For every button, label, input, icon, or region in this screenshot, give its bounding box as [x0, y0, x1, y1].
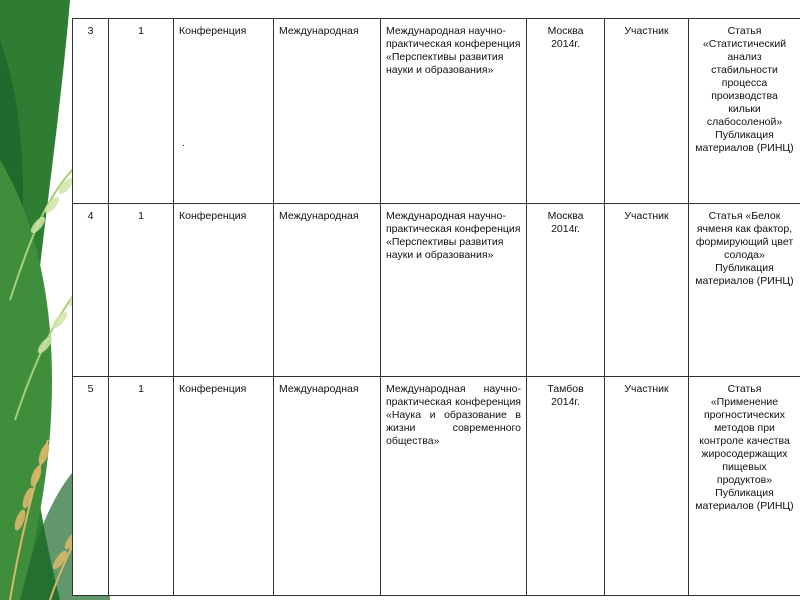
event-type-cell: Конференция: [174, 377, 274, 596]
quantity-cell: 1: [109, 19, 174, 204]
events-table: [72, 18, 800, 596]
table-row: [73, 377, 800, 596]
place-year-cell: Тамбов 2014г.: [527, 377, 605, 596]
result-cell: Статья «Белок ячменя как фактор, формирующий цвет солода» Публикация материалов (РИНЦ): [689, 204, 800, 377]
role-cell: Участник: [605, 204, 689, 377]
level-cell: Международная: [274, 19, 381, 204]
event-type-cell: Конференция: [174, 204, 274, 377]
place-year-cell: Москва 2014г.: [527, 19, 605, 204]
event-type-cell: [174, 19, 274, 204]
stray-mark: .: [182, 137, 185, 149]
row-number: 5: [73, 377, 109, 596]
table-row: [73, 19, 800, 204]
row-number: 3: [73, 19, 109, 204]
role-cell: Участник: [605, 377, 689, 596]
quantity-cell: 1: [109, 204, 174, 377]
level-cell: Международная: [274, 204, 381, 377]
result-cell: Статья «Применение прогностических методов при контроле качества жиросодержащих пищевых продуктов» Публикация материалов (РИНЦ): [689, 377, 800, 596]
row-number: 4: [73, 204, 109, 377]
place-year-cell: Москва 2014г.: [527, 204, 605, 377]
result-cell: Статья «Статистический анализ стабильности процесса производства кильки слабосоленой» Публикация материалов (РИНЦ): [689, 19, 800, 204]
event-name-cell: Международная научно-практическая конференция «Перспективы развития науки и образования»: [381, 19, 527, 204]
level-cell: Международная: [274, 377, 381, 596]
role-cell: Участник: [605, 19, 689, 204]
event-type-text: Конференция: [179, 25, 247, 37]
events-table-container: [72, 18, 800, 596]
event-name-cell: Международная научно-практическая конференция «Наука и образование в жизни современного общества»: [381, 377, 527, 596]
event-name-cell: Международная научно-практическая конференция «Перспективы развития науки и образования»: [381, 204, 527, 377]
table-row: [73, 204, 800, 377]
quantity-cell: 1: [109, 377, 174, 596]
